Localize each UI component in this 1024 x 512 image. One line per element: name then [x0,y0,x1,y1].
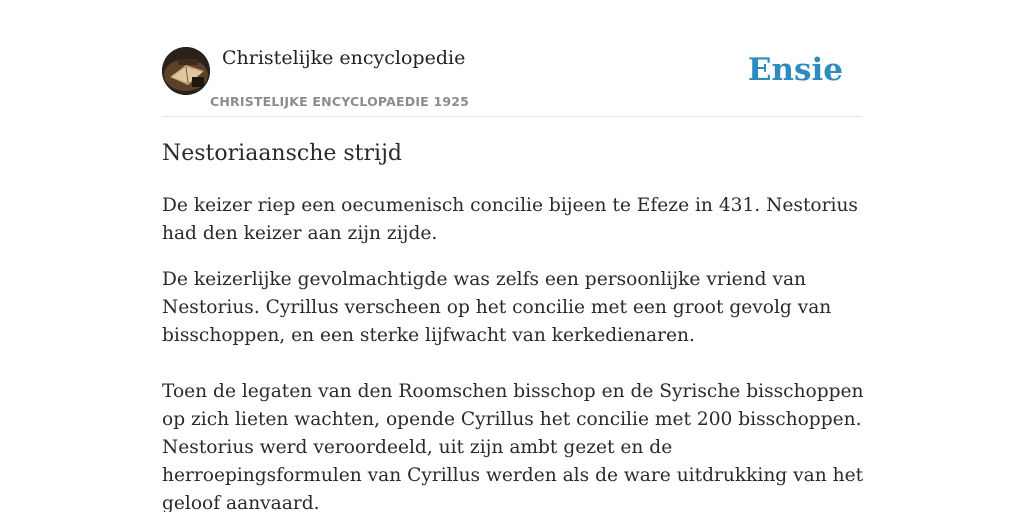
article-paragraph: De keizerlijke gevolmachtigde was zelfs een persoonlijke vriend van Nestorius. Cyrillus verscheen op het concilie met een groot gevolg van bisschoppen, en een sterke lijfwacht van kerkedienaren. [162,269,832,346]
book-thumbnail-icon[interactable] [162,47,210,95]
brand-logo[interactable]: Ensie [747,52,843,88]
source-title[interactable]: Christelijke encyclopedie [222,47,466,69]
article-paragraph: De keizer riep een oecumenisch concilie bijeen te Efeze in 431. Nestorius had den keizer aan zijn zijde. [162,195,858,244]
source-header [162,46,862,117]
source-subtitle: CHRISTELIJKE ENCYCLOPAEDIE 1925 [210,94,470,109]
article [162,138,867,512]
article-paragraph: Toen de legaten van den Roomschen bisschop en de Syrische bisschoppen op zich lieten wachten, opende Cyrillus het concilie met 200 bisschoppen. Nestorius werd veroordeeld, uit zijn ambt gezet en de herroepingsformulen van Cyrillus werden als de ware uitdrukking van het geloof aanvaard. [162,381,864,512]
article-title: Nestoriaansche strijd [162,141,402,166]
